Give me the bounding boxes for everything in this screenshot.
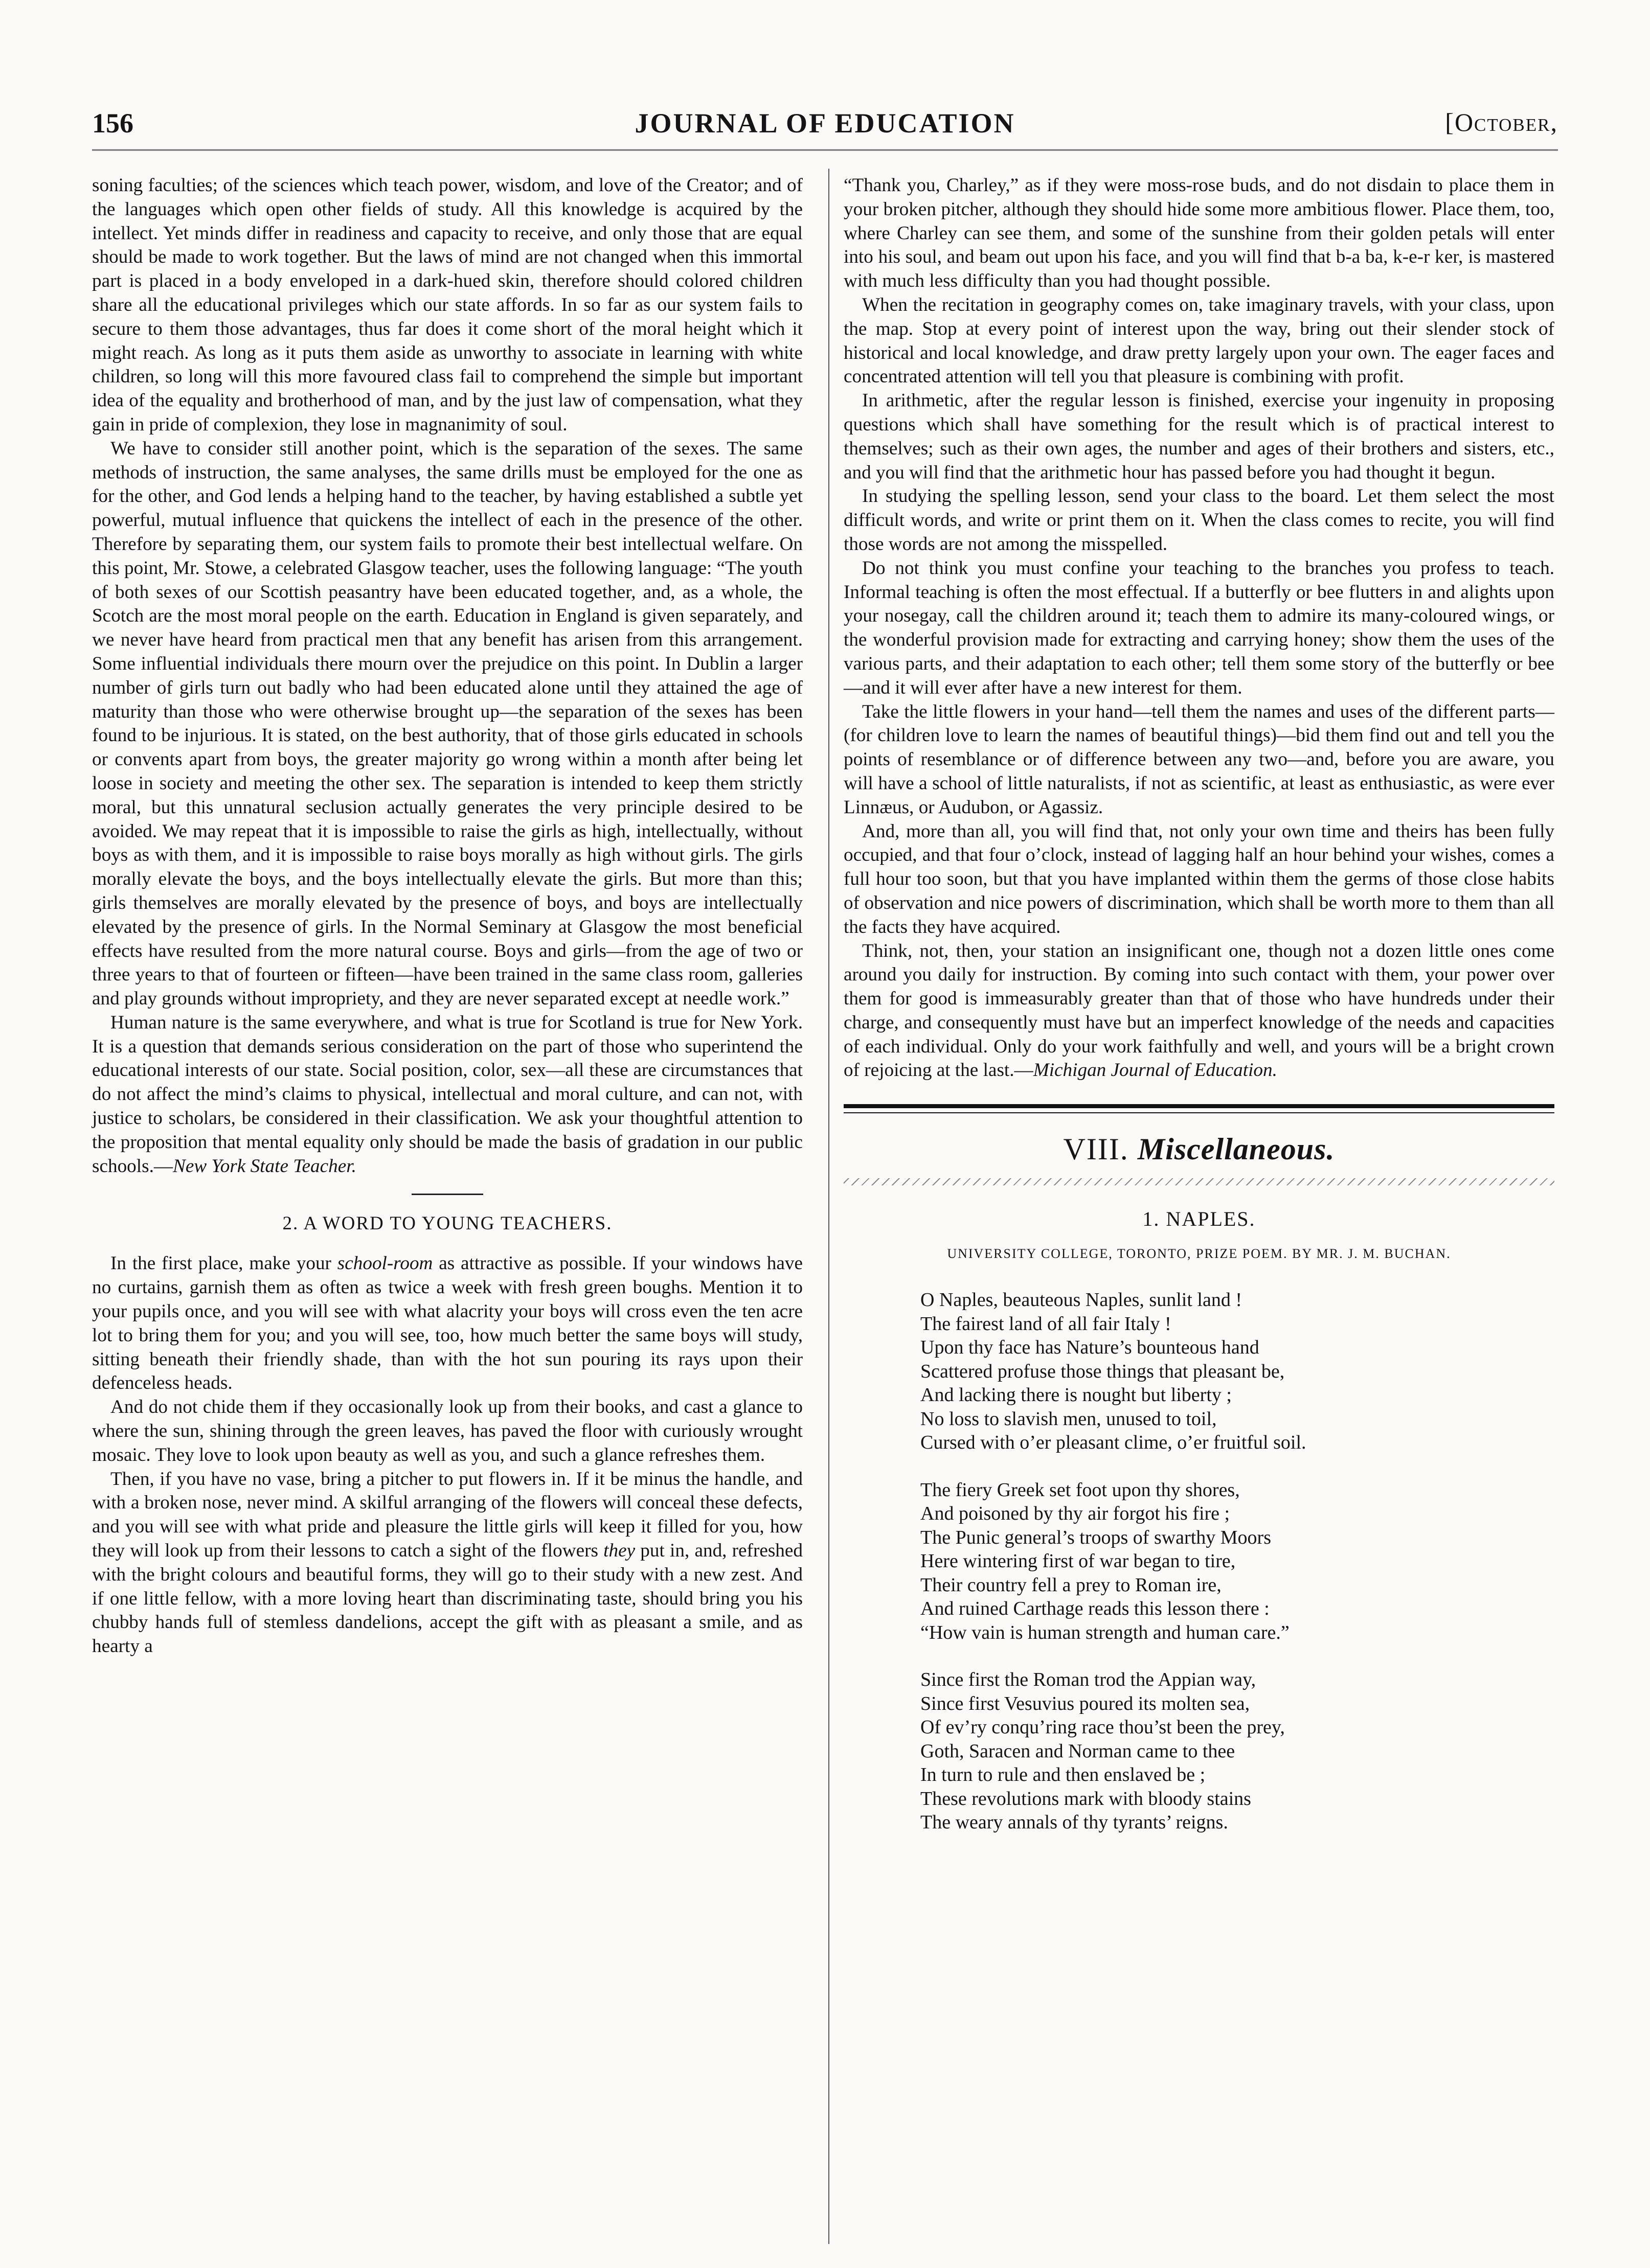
section-heading-title: Miscellaneous. [1137,1132,1335,1166]
paragraph-text: Human nature is the same everywhere, and what is true for Scotland is true for New York. It is a question that demands serious consideration on the part of those who superintend the educational interests of our state. Social position, color, sex—all these are circumstances that do not affect the mind’s claims to physical, intellectual and moral culture, and can not, with justice to scholars, be considered in their classification. We ask your thoughtful attention to the proposition that mental equality only should be made the basis of gradation in our public schools.— [92,1012,803,1177]
paragraph: soning faculties; of the sciences which teach power, wisdom, and love of the Creator; and of the languages which open other fields of study. All this knowledge is acquired by the intellect. Yet minds differ in readiness and capacity to receive, and only those that are equal should be made to work together. But the laws of mind are not changed when this immortal part is placed in a body enveloped in a dark-hued skin, therefore should colored children share all the educational privileges which our state affords. In so far as our system fails to secure to them those advantages, thus far does it come short of the moral height which it might reach. As long as it puts them aside as unworthy to associate in learning with white children, so long will this more favoured class fail to comprehend the simple but important idea of the equality and brotherhood of man, and by the just law of compensation, what they gain in pride of complexion, they lose in magnanimity of soul. [92,175,803,435]
section-title: 2. A WORD TO YOUNG TEACHERS. [282,1213,613,1234]
poem-line: In turn to rule and then enslaved be ; [920,1764,1206,1786]
paragraph [92,1468,803,1659]
column-divider [828,169,829,2244]
poem-line: And poisoned by thy air forgot his fire ; [920,1503,1230,1525]
paragraph-text: In the first place, make your [110,1253,337,1274]
poem-line: The Punic general’s troops of swarthy Moors [920,1526,1271,1548]
poem-byline: UNIVERSITY COLLEGE, TORONTO, PRIZE POEM. BY MR. J. M. BUCHAN. [947,1246,1451,1262]
poem-title: 1. NAPLES. [1142,1207,1256,1231]
paragraph [844,940,1554,1083]
poem-line: Upon thy face has Nature’s bounteous hand [920,1337,1259,1359]
paragraph: And, more than all, you will find that, not only your own time and theirs has been fully occupied, and that four o’clock, instead of lagging half an hour behind your wishes, comes a full hour too soon, but that you have implanted within them the germs of those close habits of observation and nice powers of discrimination, which shall be worth more to them than all the facts they have acquired. [844,820,1554,937]
paragraph: We have to consider still another point, which is the separation of the sexes. The same methods of instruction, the same analyses, the same drills must be employed for the one as for the other, and God lends a helping hand to the teacher, by having established a subtle yet powerful, mutual influence that quickens the intellect of each in the presence of the other. Therefore by separating them, our system fails to promote their best intellectual welfare. On this point, Mr. Stowe, a celebrated Glasgow teacher, uses the following language: “The youth of both sexes of our Scottish peasantry have been educated together, and, as a whole, the Scotch are the most moral people on the earth. Education in England is given separately, and we never have heard from practical men that any benefit has arisen from this arrangement. Some influential individuals there mourn over the prejudice on this point. In Dublin a larger number of girls turn out badly who had been educated alone until they attained the age of maturity than those who were otherwise brought up—the separation of the sexes has been found to be injurious. It is stated, on the best authority, that of those girls educated in schools or convents apart from boys, the greater majority go wrong within a month after being let loose in society and meeting the other sex. The separation is intended to keep them strictly moral, but this unnatural seclusion actually generates the very principle desired to be avoided. We may repeat that it is impossible to raise the girls as high, intellectually, without boys as with them, and it is impossible to raise boys morally as high without girls. The girls morally elevate the boys, and the boys intellectually elevate the girls. But more than this; girls themselves are morally elevated by the presence of boys, and boys are intellectually elevated by the presence of girls. In the Normal Seminary at Glasgow the most beneficial effects have resulted from the more natural course. Boys and girls—from the age of two or three years to that of fourteen or fifteen—have been trained in the same class room, galleries and play grounds without impropriety, and they are never separated except at needle work.” [92,438,803,1010]
paragraph: “Thank you, Charley,” as if they were moss-rose buds, and do not disdain to place them in your broken pitcher, although they should hide some more ambitious flower. Place them, too, where Charley can see them, and some of the sunshine from their golden petals will enter into his soul, and beam out upon his face, and you will find that b-a ba, k-e-r ker, is mastered with much less difficulty than you had thought possible. [844,175,1554,292]
poem-line: No loss to slavish men, unused to toil, [920,1408,1217,1430]
poem-line: The fiery Greek set foot upon thy shores, [920,1479,1240,1501]
paragraph-text: put in, and, refreshed with the bright colours and beautiful forms, they will go to their study with a new zest. And if one little fellow, with a more loving heart than discriminating taste, should bring you his chubby hands full of stemless dandelions, accept the gift with as pleasant a smile, and as hearty a [92,1540,803,1657]
paragraph [92,1011,803,1179]
poem-line: O Naples, beauteous Naples, sunlit land ! [920,1289,1242,1311]
section-divider-thick [844,1104,1554,1108]
paragraph [92,1252,803,1395]
section-number: VIII. [1063,1132,1129,1166]
poem-line: Goth, Saracen and Norman came to thee [920,1740,1235,1762]
emphasis: they [603,1540,636,1562]
poem-line: Their country fell a prey to Roman ire, [920,1574,1222,1596]
poem-line: Since first the Roman trod the Appian way, [920,1669,1256,1691]
paragraph-text: as attractive as possible. If your windows have no curtains, garnish them as often as twice a week with fresh green boughs. Mention it to your pupils once, and you will see with what alacrity your boys will cross even the ten acre lot to bring them for you; and you will see, too, how much better the same boys will study, sitting beneath their friendly shade, than with the hot sun pouring its rays upon their defenceless heads. [92,1253,803,1394]
section-heading [844,1132,1554,1167]
paragraph: Take the little flowers in your hand—tell them the names and uses of the different parts—(for children love to learn the names of beautiful things)—bid them find out and tell you the points of resemblance or of difference between any two—and, before you are aware, you will have a school of little naturalists, if not as scientific, at least as enthusiastic, as were ever Linnæus, or Audubon, or Agassiz. [844,701,1554,818]
poem-line: These revolutions mark with bloody stains [920,1788,1251,1809]
poem-line: The weary annals of thy tyrants’ reigns. [920,1812,1228,1834]
paragraph: Do not think you must confine your teaching to the branches you profess to teach. Informal teaching is often the most effectual. If a butterfly or bee flutters in and alights upon your nosegay, call the children around it; teach them to admire its many-coloured wings, or the wonderful provision made for extracting and carrying honey; show them the uses of the various parts, and their adaptation to each other; tell them some story of the butterfly or bee—and it will ever after have a new interest for them. [844,557,1554,698]
running-header [92,107,1558,148]
poem-line: And lacking there is nought but liberty ; [920,1384,1232,1406]
journal-title: JOURNAL OF EDUCATION [635,108,1015,139]
poem-line: “How vain is human strength and human care.” [920,1621,1290,1643]
paragraph: And do not chide them if they occasionally look up from their books, and cast a glance to where the sun, shining through the green leaves, has paved the floor with curiously wrought mosaic. They love to look upon beauty as well as you, and such a glance refreshes them. [92,1396,803,1465]
section-rule [412,1194,483,1195]
paragraph: In arithmetic, after the regular lesson is finished, exercise your ingenuity in proposing questions which shall have something for the result which is of practical interest to themselves; such as their own ages, the number and ages of their brothers and sisters, etc., and you will find that the arithmetic hour has passed before you had thought it begun. [844,390,1554,483]
poem-line: The fairest land of all fair Italy ! [920,1313,1171,1335]
source-citation: Michigan Journal of Education. [1033,1060,1277,1081]
right-column [844,174,1554,1858]
poem-line: Since first Vesuvius poured its molten sea, [920,1692,1250,1714]
poem-line: Scattered profuse those things that pleasant be, [920,1360,1285,1382]
paragraph: In studying the spelling lesson, send your class to the board. Let them select the most difficult words, and write or print them on it. When the class comes to recite, you will find those words are not among the misspelled. [844,486,1554,555]
left-column [92,174,803,1659]
source-citation: New York State Teacher. [173,1155,356,1177]
poem-line: Cursed with o’er pleasant clime, o’er fruitful soil. [920,1432,1306,1454]
header-rule [92,149,1558,153]
poem-stanza [920,1668,1554,1835]
section-divider-thin [844,1112,1554,1113]
poem-line: Here wintering first of war began to tire, [920,1550,1236,1572]
poem-line: And ruined Carthage reads this lesson there : [920,1598,1270,1620]
paragraph: When the recitation in geography comes on, take imaginary travels, with your class, upon the map. Stop at every point of interest upon the way, bring out their slender stock of historical and local knowledge, and draw pretty largely upon your own. The eager faces and concentrated attention will tell you that pleasure is combining with profit. [844,294,1554,387]
emphasis: school-room [337,1253,433,1274]
page-number: 156 [92,108,133,139]
issue-month: [October, [1445,108,1558,136]
poem-stanza [920,1478,1554,1645]
poem-stanza [920,1288,1554,1455]
ornamental-rule [844,1178,1554,1185]
paragraph-text: Think, not, then, your station an insignificant one, though not a dozen little ones come around you daily for instruction. By coming into such contact with them, your power over them for good is immeasurably greater than that of those who have hundreds under their charge, and consequently must have but an imperfect knowledge of the needs and capacities of each individual. Only do your work faithfully and well, and yours will be a bright crown of rejoicing at the last.— [844,940,1554,1081]
poem-line: Of ev’ry conqu’ring race thou’st been the prey, [920,1716,1285,1738]
paragraph-text: Then, if you have no vase, bring a pitcher to put flowers in. If it be minus the handle, and with a broken nose, never mind. A skilful arranging of the flowers will conceal these defects, and you will see with what pride and pleasure the little girls will keep it filled for you, how they will look up from their lessons to catch a sight of the flowers [92,1468,803,1562]
